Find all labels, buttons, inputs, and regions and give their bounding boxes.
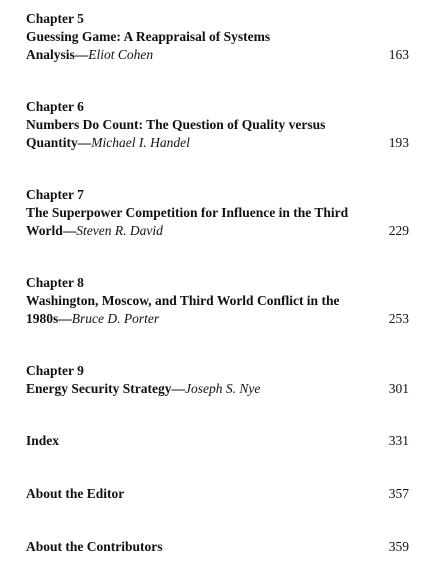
back-matter-title: Index (26, 433, 60, 448)
chapter-label: Chapter 6 (26, 99, 84, 114)
chapter-title-end (26, 380, 260, 398)
chapter-label: Chapter 5 (26, 11, 84, 26)
chapter-author: Eliot Cohen (88, 47, 154, 62)
toc-entry-about-the-contributors (26, 538, 409, 556)
chapter-label: Chapter 7 (26, 187, 84, 202)
toc-entry-chapter-8 (26, 274, 409, 328)
page-number: 357 (388, 486, 409, 501)
page-number: 301 (388, 381, 409, 396)
page-number: 163 (388, 47, 409, 62)
chapter-title-author-line (26, 222, 409, 240)
chapter-title-tail: 1980s— (26, 311, 72, 326)
back-matter-line (26, 432, 409, 450)
toc-entry-chapter-5 (26, 10, 409, 64)
chapter-title-author-line (26, 310, 409, 328)
chapter-author: Michael I. Handel (91, 135, 190, 150)
back-matter-title: About the Contributors (26, 539, 163, 554)
chapter-author: Joseph S. Nye (184, 381, 261, 396)
chapter-title-author-line (26, 380, 409, 398)
chapter-title-end (26, 310, 159, 328)
chapter-title-tail: Analysis— (26, 47, 89, 62)
chapter-title-author-line (26, 134, 409, 152)
chapter-title-end (26, 134, 190, 152)
chapter-title-tail: Energy Security Strategy— (26, 381, 185, 396)
chapter-title-tail: World— (26, 223, 77, 238)
toc-entry-chapter-6 (26, 98, 409, 152)
chapter-title-tail: Quantity— (26, 135, 92, 150)
page-number: 359 (388, 539, 409, 554)
page-number: 253 (388, 311, 409, 326)
chapter-title-author-line (26, 46, 409, 64)
page-number: 193 (388, 135, 409, 150)
back-matter-line (26, 538, 409, 556)
page-number: 229 (388, 223, 409, 238)
chapter-author: Bruce D. Porter (71, 311, 160, 326)
chapter-label: Chapter 8 (26, 275, 84, 290)
chapter-title-end (26, 46, 153, 64)
chapter-title-line: Guessing Game: A Reappraisal of Systems (26, 29, 271, 44)
chapter-title-line: Washington, Moscow, and Third World Conflict in the (26, 293, 340, 308)
page-number: 331 (388, 433, 409, 448)
back-matter-title: About the Editor (26, 486, 125, 501)
toc-entry-about-the-editor (26, 485, 409, 503)
toc-entry-chapter-7 (26, 186, 409, 240)
chapter-author: Steven R. David (76, 223, 163, 238)
chapter-title-end (26, 222, 163, 240)
back-matter-line (26, 485, 409, 503)
toc-entry-index (26, 432, 409, 450)
toc-entry-chapter-9 (26, 362, 409, 398)
chapter-title-line: The Superpower Competition for Influence in the Third (26, 205, 349, 220)
chapter-title-line: Numbers Do Count: The Question of Quality versus (26, 117, 326, 132)
chapter-label: Chapter 9 (26, 363, 84, 378)
